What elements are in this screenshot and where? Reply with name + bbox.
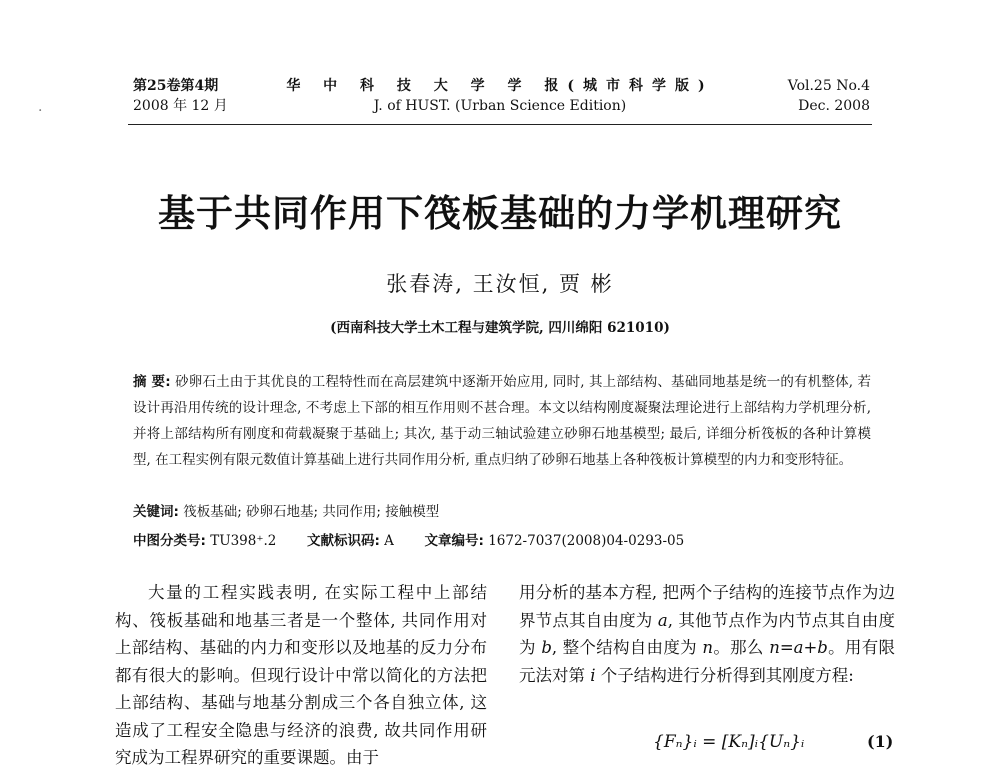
header-volume-en: Vol.25 No.4 (787, 78, 870, 94)
equation-number: (1) (867, 732, 894, 751)
paper-title: 基于共同作用下筏板基础的力学机理研究 (158, 192, 842, 235)
article-no-label: 文章编号: (424, 533, 484, 549)
abstract (133, 369, 871, 473)
header-volume-en-block (788, 76, 870, 116)
doc-code-label: 文献标识码: (306, 533, 380, 549)
keywords-line (133, 500, 439, 520)
classification-line (133, 529, 684, 549)
equation-1: {Fₙ}ᵢ = [Kₙ]ᵢ{Uₙ}ᵢ (653, 732, 805, 752)
header-date-en: Dec. 2008 (798, 98, 870, 114)
clc-label: 中图分类号: (133, 533, 206, 549)
clc-value: TU398⁺.2 (210, 533, 277, 549)
header-rule (128, 124, 872, 125)
doc-code-value: A (384, 533, 394, 549)
abstract-text: 砂卵石土由于其优良的工程特性而在高层建筑中逐渐开始应用, 同时, 其上部结构、基础同地基是统一的有机整体, 若设计再沿用传统的设计理念, 不考虑上下部的相互作用则不甚合理。本文以结构刚度凝聚法理论进行上部结构力学机理分析, 并将上部结构所有刚度和荷载凝聚于基础上; 其次, 基于动三轴试验建立砂卵石地基模型; 最后, 详细分析筏板的各种计算模型, 在工程实例有限元数值计算基础上进行共同作用分析, 重点归纳了砂卵石地基上各种筏板计算模型的内力和变形特征。 (133, 374, 871, 468)
paper-affiliation: (西南科技大学土木工程与建筑学院, 四川绵阳 621010) (330, 320, 670, 336)
paper-authors: 张春涛, 王汝恒, 贾 彬 (386, 272, 614, 296)
abstract-label: 摘 要: (133, 374, 171, 390)
header-journal-cn: 华 中 科 技 大 学 学 报(城市科学版) (286, 78, 714, 94)
body-right-column: 用分析的基本方程, 把两个子结构的连接节点作为边界节点其自由度为 a, 其他节点作为内节点其自由度为 b, 整个结构自由度为 n。那么 n=a+b。用有限元法对第 i 个子结构进行分析得到其刚度方程: (519, 583, 895, 685)
header-journal-en: J. of HUST. (Urban Science Edition) (373, 98, 627, 114)
header-volume-cn: 第25卷第4期 (133, 78, 219, 94)
keywords-text: 筏板基础; 砂卵石地基; 共同作用; 接触模型 (183, 504, 440, 520)
article-no-value: 1672-7037(2008)04-0293-05 (488, 533, 685, 549)
body-left-column: 大量的工程实践表明, 在实际工程中上部结构、筏板基础和地基三者是一个整体, 共同作用对上部结构、基础的内力和变形以及地基的反力分布都有很大的影响。但现行设计中常以简化的方法把上部结构、基础与地基分割成三个各自独立体, 这造成了工程安全隐患与经济的浪费, 故共同作用研究成为工程界研究的重要课题。由于 (115, 583, 487, 767)
scan-mark: · (38, 103, 43, 119)
keywords-label: 关键词: (133, 504, 179, 520)
header-date-cn: 2008 年 12 月 (133, 98, 228, 114)
